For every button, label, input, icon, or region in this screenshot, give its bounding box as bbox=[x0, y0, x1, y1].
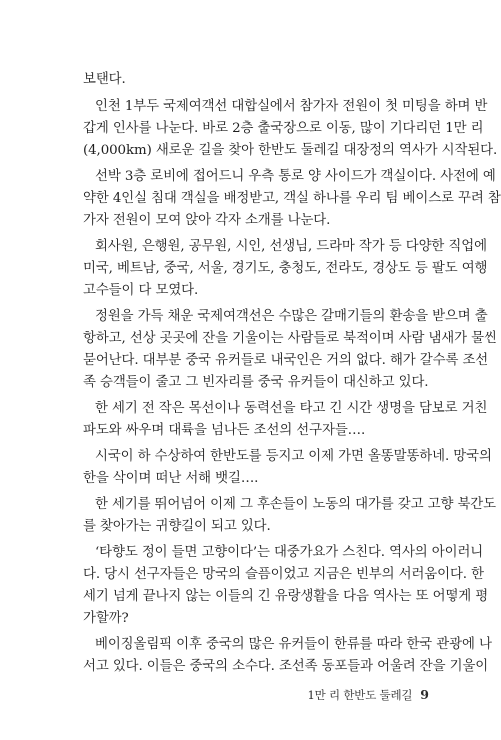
running-title: 1만 리 한반도 둘레길 bbox=[307, 688, 413, 702]
body-line: 정원을 가득 채운 국제여객선은 수많은 갈매기들의 환송을 받으며 출 bbox=[95, 309, 488, 324]
body-line: 세기 넘게 끝나지 않는 이들의 긴 유랑생활을 다음 역사는 또 어떻게 평 bbox=[83, 589, 489, 604]
body-line: 한 세기를 뛰어넘어 이제 그 후손들이 노동의 대가를 갖고 고향 북간도 bbox=[95, 497, 496, 512]
body-line: 고수들이 다 모였다. bbox=[83, 283, 199, 298]
body-line: 파도와 싸우며 대륙을 넘나든 조선의 선구자들…. bbox=[83, 423, 366, 438]
body-line: 시국이 하 수상하여 한반도를 등지고 이제 가면 올똥말똥하네. 망국의 bbox=[95, 449, 492, 464]
body-line: 인천 1부두 국제여객선 대합실에서 참가자 전원이 첫 미팅을 하며 반 bbox=[95, 99, 488, 114]
body-line: 약한 4인실 침대 객실을 배정받고, 객실 하나를 우리 팀 베이스로 꾸려 참 bbox=[83, 191, 501, 206]
body-line: 항하고, 선상 곳곳에 잔을 기울이는 사람들로 북적이며 사람 냄새가 물씬 bbox=[83, 331, 497, 346]
body-line: 묻어난다. 대부분 중국 유커들로 내국인은 거의 없다. 해가 갈수록 조선 bbox=[83, 353, 489, 368]
body-line: 한을 삭이며 떠난 서해 뱃길…. bbox=[83, 471, 259, 486]
body-line: 베이징올림픽 이후 중국의 많은 유커들이 한류를 따라 한국 관광에 나 bbox=[95, 637, 492, 652]
body-line: 를 찾아가는 귀향길이 되고 있다. bbox=[83, 519, 271, 534]
body-line: (4,000km) 새로운 길을 찾아 한반도 둘레길 대장정의 역사가 시작된다. bbox=[83, 143, 498, 158]
body-line: 보탠다. bbox=[83, 72, 126, 87]
body-line: 다. 당시 선구자들은 망국의 슬픔이었고 지금은 빈부의 서러움이다. 한 bbox=[83, 567, 484, 582]
body-line: ‘타향도 정이 들면 고향이다’는 대중가요가 스친다. 역사의 아이러니 bbox=[95, 545, 484, 560]
body-line: 선박 3층 로비에 접어드니 우측 통로 양 사이드가 객실이다. 사전에 예 bbox=[95, 169, 496, 184]
body-line: 미국, 베트남, 중국, 서울, 경기도, 충청도, 전라도, 경상도 등 팔도 여행 bbox=[83, 261, 488, 276]
body-line: 한 세기 전 작은 목선이나 동력선을 타고 긴 시간 생명을 담보로 거친 bbox=[95, 401, 488, 416]
body-line: 갑게 인사를 나눈다. 바로 2층 출국장으로 이동, 많이 기다리던 1만 리 bbox=[83, 121, 484, 136]
body-line: 회사원, 은행원, 공무원, 시인, 선생님, 드라마 작가 등 다양한 직업에 bbox=[95, 239, 487, 254]
body-line: 가할까? bbox=[83, 611, 129, 626]
body-line: 가자 전원이 모여 앉아 각자 소개를 나눈다. bbox=[83, 213, 331, 228]
page-footer bbox=[0, 686, 429, 704]
body-line: 족 승객들이 줄고 그 빈자리를 중국 유커들이 대신하고 있다. bbox=[83, 375, 429, 390]
body-line: 서고 있다. 이들은 중국의 소수다. 조선족 동포들과 어울려 잔을 기울이 bbox=[83, 659, 489, 674]
page-number: 9 bbox=[420, 687, 429, 702]
